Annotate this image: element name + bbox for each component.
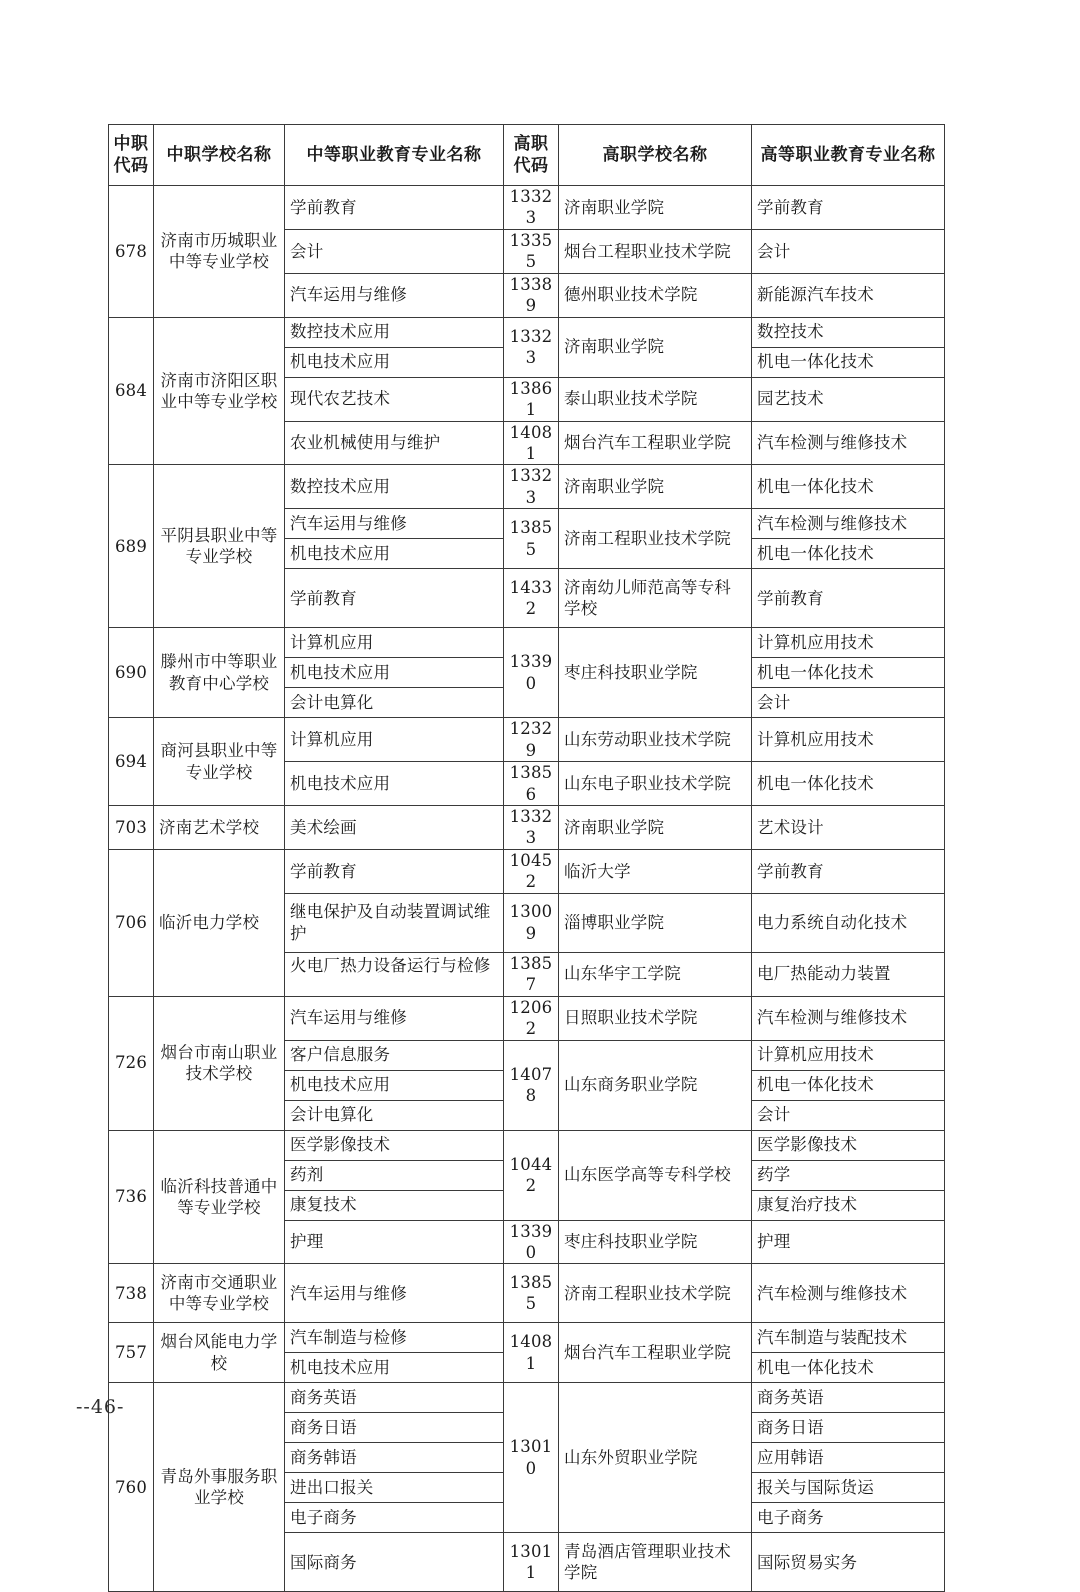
cell-zz-major: 商务韩语 bbox=[285, 1443, 504, 1473]
cell-zz-school: 济南市交通职业中等专业学校 bbox=[154, 1264, 285, 1323]
cell-gz-major: 汽车检测与维修技术 bbox=[752, 1264, 945, 1323]
cell-zz-code: 726 bbox=[109, 996, 154, 1130]
cell-gz-code: 14081 bbox=[504, 1323, 559, 1383]
cell-zz-major: 计算机应用 bbox=[285, 718, 504, 762]
cell-gz-code: 13390 bbox=[504, 1220, 559, 1264]
cell-gz-school: 山东外贸职业学院 bbox=[559, 1383, 752, 1533]
cell-zz-school: 滕州市中等职业教育中心学校 bbox=[154, 628, 285, 718]
cell-gz-school: 青岛酒店管理职业技术学院 bbox=[559, 1533, 752, 1592]
cell-zz-school: 烟台风能电力学校 bbox=[154, 1323, 285, 1383]
cell-gz-code: 13009 bbox=[504, 893, 559, 952]
cell-gz-school: 临沂大学 bbox=[559, 849, 752, 893]
cell-gz-major: 会计 bbox=[752, 1100, 945, 1130]
cell-zz-major: 会计 bbox=[285, 229, 504, 273]
table-row bbox=[109, 317, 945, 347]
cell-gz-code: 10442 bbox=[504, 1130, 559, 1220]
cell-gz-major: 汽车检测与维修技术 bbox=[752, 421, 945, 465]
cell-zz-major bbox=[285, 952, 504, 996]
cell-zz-major: 农业机械使用与维护 bbox=[285, 421, 504, 465]
table-row bbox=[109, 718, 945, 762]
cell-gz-major: 康复治疗技术 bbox=[752, 1190, 945, 1220]
cell-zz-major: 汽车制造与检修 bbox=[285, 1323, 504, 1353]
table-row bbox=[109, 186, 945, 230]
cell-gz-code: 12062 bbox=[504, 996, 559, 1040]
cell-zz-school: 平阴县职业中等专业学校 bbox=[154, 465, 285, 628]
cell-zz-code: 703 bbox=[109, 806, 154, 850]
header-gz-code-line1: 高职 bbox=[513, 133, 549, 154]
cell-gz-major: 汽车制造与装配技术 bbox=[752, 1323, 945, 1353]
cell-zz-code: 757 bbox=[109, 1323, 154, 1383]
cell-gz-school: 济南工程职业技术学院 bbox=[559, 1264, 752, 1323]
cell-zz-major: 汽车运用与维修 bbox=[285, 996, 504, 1040]
header-gz-major: 高等职业教育专业名称 bbox=[752, 125, 945, 186]
cell-gz-major: 商务英语 bbox=[752, 1383, 945, 1413]
cell-gz-major: 汽车检测与维修技术 bbox=[752, 509, 945, 539]
cell-zz-major: 机电技术应用 bbox=[285, 658, 504, 688]
cell-gz-school: 枣庄科技职业学院 bbox=[559, 628, 752, 718]
cell-zz-major: 电子商务 bbox=[285, 1503, 504, 1533]
cell-gz-school: 济南工程职业技术学院 bbox=[559, 509, 752, 569]
cell-gz-school: 泰山职业技术学院 bbox=[559, 377, 752, 421]
cell-gz-code: 12329 bbox=[504, 718, 559, 762]
cell-zz-code: 738 bbox=[109, 1264, 154, 1323]
cell-gz-major: 机电一体化技术 bbox=[752, 658, 945, 688]
header-zz-code-line1: 中职 bbox=[113, 133, 149, 154]
cell-zz-major: 医学影像技术 bbox=[285, 1130, 504, 1160]
cell-gz-major: 机电一体化技术 bbox=[752, 539, 945, 569]
cell-gz-school: 济南职业学院 bbox=[559, 806, 752, 850]
cell-gz-school: 山东华宇工学院 bbox=[559, 952, 752, 996]
cell-gz-code: 13861 bbox=[504, 377, 559, 421]
header-zz-major: 中等职业教育专业名称 bbox=[285, 125, 504, 186]
table-row bbox=[109, 1130, 945, 1160]
header-zz-code bbox=[109, 125, 154, 186]
table-row bbox=[109, 849, 945, 893]
cell-gz-major: 药学 bbox=[752, 1160, 945, 1190]
header-gz-code-line2: 代码 bbox=[513, 156, 549, 176]
cell-zz-school: 济南市济阳区职业中等专业学校 bbox=[154, 317, 285, 465]
cell-gz-major: 电子商务 bbox=[752, 1503, 945, 1533]
cell-gz-code: 13855 bbox=[504, 509, 559, 569]
cell-zz-school: 商河县职业中等专业学校 bbox=[154, 718, 285, 806]
table-row bbox=[109, 996, 945, 1040]
cell-gz-code: 13390 bbox=[504, 628, 559, 718]
cell-gz-major: 会计 bbox=[752, 688, 945, 718]
cell-zz-major: 客户信息服务 bbox=[285, 1040, 504, 1070]
cell-gz-major: 新能源汽车技术 bbox=[752, 273, 945, 317]
header-zz-school: 中职学校名称 bbox=[154, 125, 285, 186]
cell-gz-school: 德州职业技术学院 bbox=[559, 273, 752, 317]
cell-gz-code: 14078 bbox=[504, 1040, 559, 1130]
cell-zz-major: 机电技术应用 bbox=[285, 347, 504, 377]
cell-zz-major-text: 火电厂热力设备运行与检修 bbox=[290, 955, 491, 975]
cell-zz-school: 青岛外事服务职业学校 bbox=[154, 1383, 285, 1592]
cell-gz-code: 13355 bbox=[504, 229, 559, 273]
cell-gz-major: 机电一体化技术 bbox=[752, 1353, 945, 1383]
cell-gz-code: 13010 bbox=[504, 1383, 559, 1533]
cell-zz-major: 机电技术应用 bbox=[285, 1353, 504, 1383]
table-header bbox=[109, 125, 945, 186]
cell-zz-school: 烟台市南山职业技术学校 bbox=[154, 996, 285, 1130]
cell-zz-code: 690 bbox=[109, 628, 154, 718]
cell-zz-major: 药剂 bbox=[285, 1160, 504, 1190]
cell-gz-major: 机电一体化技术 bbox=[752, 347, 945, 377]
cell-gz-major: 园艺技术 bbox=[752, 377, 945, 421]
cell-gz-major: 计算机应用技术 bbox=[752, 1040, 945, 1070]
cell-gz-major: 电力系统自动化技术 bbox=[752, 893, 945, 952]
cell-zz-major: 国际商务 bbox=[285, 1533, 504, 1592]
cell-gz-code: 13323 bbox=[504, 806, 559, 850]
cell-gz-major: 报关与国际货运 bbox=[752, 1473, 945, 1503]
cell-gz-code: 13855 bbox=[504, 1264, 559, 1323]
cell-gz-major: 计算机应用技术 bbox=[752, 718, 945, 762]
table-body bbox=[109, 186, 945, 1592]
cell-zz-major: 计算机应用 bbox=[285, 628, 504, 658]
cell-zz-major: 康复技术 bbox=[285, 1190, 504, 1220]
cell-zz-school: 临沂科技普通中等专业学校 bbox=[154, 1130, 285, 1264]
cell-zz-code: 760 bbox=[109, 1383, 154, 1592]
cell-gz-code: 13323 bbox=[504, 317, 559, 377]
cell-gz-major: 商务日语 bbox=[752, 1413, 945, 1443]
cell-gz-school: 烟台汽车工程职业学院 bbox=[559, 1323, 752, 1383]
table-row bbox=[109, 465, 945, 509]
cell-gz-school: 济南幼儿师范高等专科学校 bbox=[559, 569, 752, 628]
cell-gz-code: 13857 bbox=[504, 952, 559, 996]
cell-gz-school: 日照职业技术学院 bbox=[559, 996, 752, 1040]
cell-zz-major: 汽车运用与维修 bbox=[285, 1264, 504, 1323]
cell-gz-major: 机电一体化技术 bbox=[752, 465, 945, 509]
cell-zz-major: 数控技术应用 bbox=[285, 317, 504, 347]
cell-gz-major: 学前教育 bbox=[752, 569, 945, 628]
cell-gz-school: 山东商务职业学院 bbox=[559, 1040, 752, 1130]
cell-gz-school: 烟台汽车工程职业学院 bbox=[559, 421, 752, 465]
cell-gz-major: 机电一体化技术 bbox=[752, 1070, 945, 1100]
cell-zz-school: 临沂电力学校 bbox=[154, 849, 285, 996]
cell-zz-major: 会计电算化 bbox=[285, 1100, 504, 1130]
cell-gz-major: 医学影像技术 bbox=[752, 1130, 945, 1160]
cell-zz-major: 机电技术应用 bbox=[285, 539, 504, 569]
table-row bbox=[109, 806, 945, 850]
cell-zz-code: 706 bbox=[109, 849, 154, 996]
cell-gz-major: 计算机应用技术 bbox=[752, 628, 945, 658]
cell-zz-code: 736 bbox=[109, 1130, 154, 1264]
cell-zz-school: 济南市历城职业中等专业学校 bbox=[154, 186, 285, 318]
cell-gz-major: 汽车检测与维修技术 bbox=[752, 996, 945, 1040]
cell-zz-major: 会计电算化 bbox=[285, 688, 504, 718]
cell-zz-code: 678 bbox=[109, 186, 154, 318]
cell-gz-major: 机电一体化技术 bbox=[752, 762, 945, 806]
cell-zz-major: 商务英语 bbox=[285, 1383, 504, 1413]
cell-zz-major: 护理 bbox=[285, 1220, 504, 1264]
cell-gz-major: 电厂热能动力装置 bbox=[752, 952, 945, 996]
cell-gz-code: 13389 bbox=[504, 273, 559, 317]
cell-zz-major: 美术绘画 bbox=[285, 806, 504, 850]
cell-gz-school: 烟台工程职业技术学院 bbox=[559, 229, 752, 273]
cell-zz-code: 689 bbox=[109, 465, 154, 628]
cell-zz-school: 济南艺术学校 bbox=[154, 806, 285, 850]
header-gz-code bbox=[504, 125, 559, 186]
cell-zz-major: 学前教育 bbox=[285, 186, 504, 230]
cell-gz-school: 济南职业学院 bbox=[559, 186, 752, 230]
cell-zz-code: 694 bbox=[109, 718, 154, 806]
cell-zz-major: 机电技术应用 bbox=[285, 1070, 504, 1100]
cell-zz-major: 现代农艺技术 bbox=[285, 377, 504, 421]
table-row bbox=[109, 1264, 945, 1323]
header-zz-code-line2: 代码 bbox=[113, 156, 149, 176]
cell-gz-major: 应用韩语 bbox=[752, 1443, 945, 1473]
cell-gz-code: 13011 bbox=[504, 1533, 559, 1592]
cell-zz-major: 汽车运用与维修 bbox=[285, 273, 504, 317]
cell-gz-major: 数控技术 bbox=[752, 317, 945, 347]
cell-gz-major: 护理 bbox=[752, 1220, 945, 1264]
specialty-mapping-table-container bbox=[108, 124, 944, 1592]
cell-gz-major: 学前教育 bbox=[752, 186, 945, 230]
cell-gz-school: 山东电子职业技术学院 bbox=[559, 762, 752, 806]
cell-gz-school: 济南职业学院 bbox=[559, 317, 752, 377]
cell-zz-major: 数控技术应用 bbox=[285, 465, 504, 509]
table-row bbox=[109, 1383, 945, 1413]
cell-zz-major: 汽车运用与维修 bbox=[285, 509, 504, 539]
cell-gz-major: 国际贸易实务 bbox=[752, 1533, 945, 1592]
cell-gz-code: 13856 bbox=[504, 762, 559, 806]
cell-gz-school: 淄博职业学院 bbox=[559, 893, 752, 952]
cell-zz-major: 机电技术应用 bbox=[285, 762, 504, 806]
header-row bbox=[109, 125, 945, 186]
cell-gz-major: 学前教育 bbox=[752, 849, 945, 893]
cell-zz-major: 进出口报关 bbox=[285, 1473, 504, 1503]
cell-gz-school: 枣庄科技职业学院 bbox=[559, 1220, 752, 1264]
cell-zz-major: 商务日语 bbox=[285, 1413, 504, 1443]
specialty-mapping-table bbox=[108, 124, 945, 1592]
cell-gz-major: 艺术设计 bbox=[752, 806, 945, 850]
cell-gz-school: 济南职业学院 bbox=[559, 465, 752, 509]
cell-gz-school: 山东劳动职业技术学院 bbox=[559, 718, 752, 762]
cell-gz-major: 会计 bbox=[752, 229, 945, 273]
header-gz-school: 高职学校名称 bbox=[559, 125, 752, 186]
cell-zz-major: 学前教育 bbox=[285, 849, 504, 893]
cell-zz-code: 684 bbox=[109, 317, 154, 465]
cell-zz-major: 继电保护及自动装置调试维护 bbox=[285, 893, 504, 952]
table-row bbox=[109, 628, 945, 658]
cell-gz-code: 14332 bbox=[504, 569, 559, 628]
cell-gz-code: 13323 bbox=[504, 186, 559, 230]
cell-gz-code: 13323 bbox=[504, 465, 559, 509]
cell-zz-major: 学前教育 bbox=[285, 569, 504, 628]
cell-gz-code: 10452 bbox=[504, 849, 559, 893]
cell-gz-code: 14081 bbox=[504, 421, 559, 465]
cell-gz-school: 山东医学高等专科学校 bbox=[559, 1130, 752, 1220]
page-folio: --46- bbox=[76, 1396, 125, 1418]
table-row bbox=[109, 1323, 945, 1353]
